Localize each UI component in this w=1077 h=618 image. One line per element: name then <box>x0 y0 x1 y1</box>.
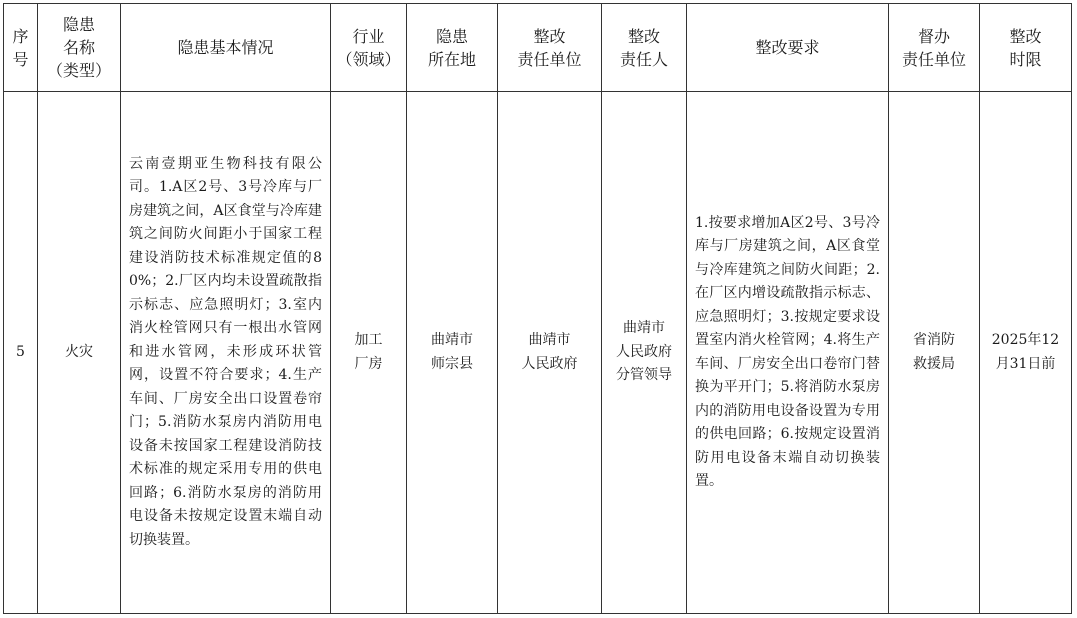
header-hazard-name: 隐患 名称 （类型） <box>38 4 121 92</box>
header-industry: 行业 （领域） <box>331 4 407 92</box>
cell-hazard-name: 火灾 <box>38 92 121 614</box>
cell-deadline: 2025年12 月31日前 <box>980 92 1072 614</box>
header-deadline: 整改 时限 <box>980 4 1072 92</box>
table-row <box>4 92 1072 614</box>
cell-location: 曲靖市 师宗县 <box>407 92 498 614</box>
hazard-description-text: 云南壹期亚生物科技有限公司。1.A区2号、3号冷库与厂房建筑之间，A区食堂与冷库建筑之间防火间距小于国家工程建设消防技术标准规定值的80%；2.厂区内均未设置疏散指示标志、应急照明灯；3.室内消火栓管网只有一根出水管网和进水管网，未形成环状管网，设置不符合要求；4.生产车间、厂房安全出口设置卷帘门；5.消防水泵房内消防用电设备未按国家工程建设消防技术标准的规定采用专用的供电回路；6.消防水泵房的消防用电设备未按规定设置末端自动切换装置。 <box>129 155 322 548</box>
header-no: 序 号 <box>4 4 38 92</box>
cell-supervising-unit: 省消防 救援局 <box>889 92 980 614</box>
header-responsible-unit: 整改 责任单位 <box>498 4 602 92</box>
header-location: 隐患 所在地 <box>407 4 498 92</box>
cell-no: 5 <box>4 92 38 614</box>
cell-responsible-unit: 曲靖市 人民政府 <box>498 92 602 614</box>
cell-rectification-requirement <box>687 92 889 614</box>
header-row <box>4 4 1072 92</box>
header-supervising-unit: 督办 责任单位 <box>889 4 980 92</box>
header-responsible-person: 整改 责任人 <box>602 4 687 92</box>
cell-hazard-description <box>121 92 331 614</box>
header-rectification-requirement: 整改要求 <box>687 4 889 92</box>
hazard-table <box>3 3 1072 614</box>
rectification-requirement-text: 1.按要求增加A区2号、3号冷库与厂房建筑之间，A区食堂与冷库建筑之间防火间距；2.在厂区内增设疏散指示标志、应急照明灯；3.按规定要求设置室内消火栓管网；4.将生产车间、厂房安全出口卷帘门替换为平开门；5.将消防水泵房内的消防用电设备设置为专用的供电回路；6.按规定设置消防用电设备末端自动切换装置。 <box>695 214 880 489</box>
cell-industry: 加工 厂房 <box>331 92 407 614</box>
header-hazard-description: 隐患基本情况 <box>121 4 331 92</box>
cell-responsible-person: 曲靖市 人民政府 分管领导 <box>602 92 687 614</box>
